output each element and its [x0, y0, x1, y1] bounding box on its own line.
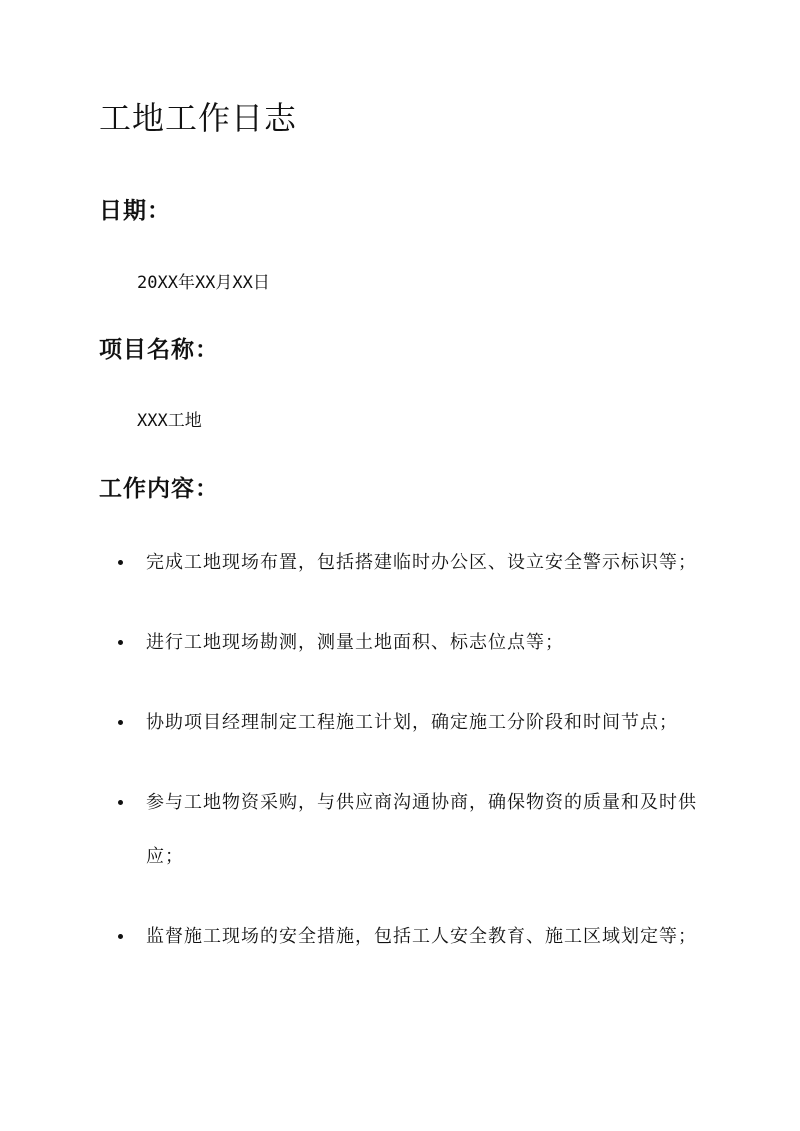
- date-label: 日期：: [99, 198, 171, 224]
- list-item-text: 进行工地现场勘测，测量土地面积、标志位点等；: [146, 632, 564, 653]
- project-name-value: XXX工地: [137, 411, 202, 431]
- work-content-label: 工作内容：: [99, 476, 219, 502]
- date-value: 20XX年XX月XX日: [137, 273, 270, 293]
- work-content-list: [118, 536, 698, 990]
- list-item: [118, 616, 698, 670]
- bullet-icon: [118, 560, 123, 565]
- bullet-icon: [118, 720, 123, 725]
- bullet-icon: [118, 640, 123, 645]
- bullet-icon: [118, 934, 123, 939]
- list-item: [118, 696, 698, 750]
- bullet-icon: [118, 800, 123, 805]
- list-item-text: 参与工地物资采购，与供应商沟通协商，确保物资的质量和及时供应；: [146, 792, 697, 867]
- project-name-label: 项目名称：: [99, 337, 219, 363]
- list-item: [118, 536, 698, 590]
- list-item-text: 完成工地现场布置，包括搭建临时办公区、设立安全警示标识等；: [146, 552, 697, 573]
- list-item: [118, 776, 698, 884]
- list-item-text: 监督施工现场的安全措施，包括工人安全教育、施工区域划定等；: [146, 926, 697, 947]
- document-title: 工地工作日志: [99, 99, 298, 137]
- list-item-text: 协助项目经理制定工程施工计划，确定施工分阶段和时间节点；: [146, 712, 678, 733]
- list-item: [118, 910, 698, 964]
